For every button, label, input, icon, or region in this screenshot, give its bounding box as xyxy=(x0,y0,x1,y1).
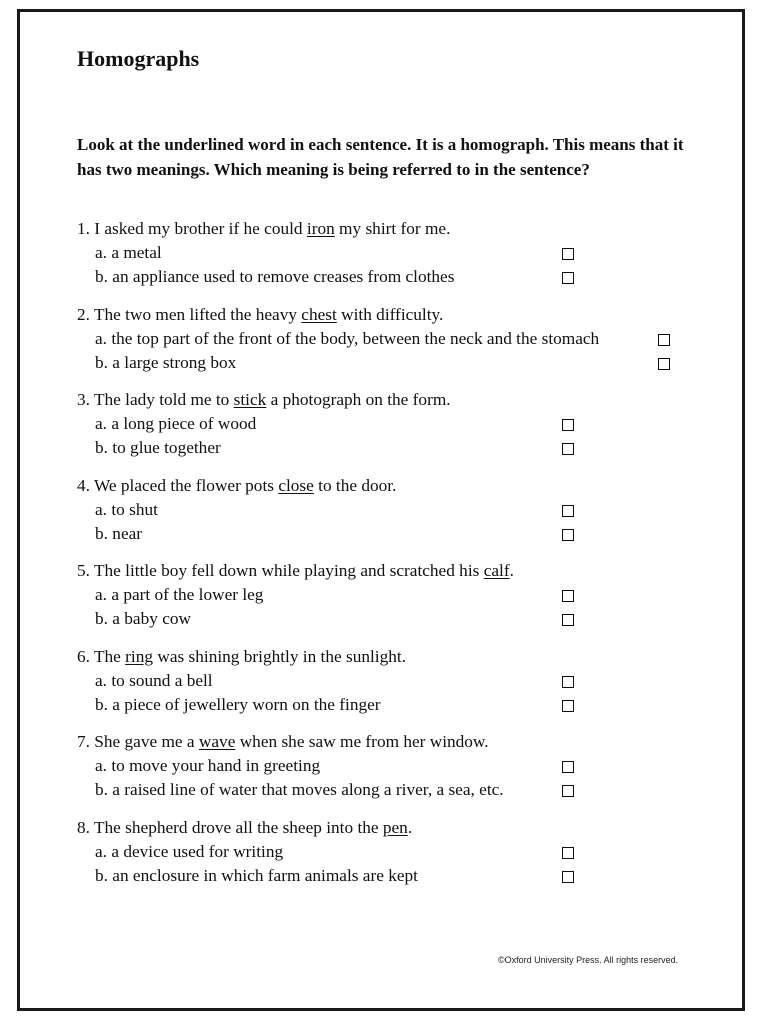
option-letter: b. xyxy=(95,352,108,372)
sentence-text: The xyxy=(93,646,126,666)
question-8 xyxy=(77,816,717,888)
option-a xyxy=(77,754,717,778)
option-letter: a. xyxy=(95,499,107,519)
sentence-text: my shirt for me. xyxy=(334,219,451,238)
homograph-word: stick xyxy=(233,390,267,409)
option-letter: a. xyxy=(95,585,107,604)
sentence-text: The lady told me to xyxy=(93,390,234,409)
option-checkbox[interactable] xyxy=(562,443,574,455)
question-number: 4. xyxy=(77,475,90,495)
option-b xyxy=(77,265,717,289)
option-letter: b. xyxy=(95,780,108,799)
option-text: to glue together xyxy=(112,438,221,457)
option-text: near xyxy=(112,523,143,543)
option-checkbox[interactable] xyxy=(562,761,574,773)
question-number: 3. xyxy=(77,390,90,409)
option-letter: a. xyxy=(95,756,107,775)
sentence-text: . xyxy=(407,817,413,837)
option-b xyxy=(77,607,717,631)
option-checkbox[interactable] xyxy=(562,590,574,602)
option-b xyxy=(77,351,717,375)
question-sentence xyxy=(77,303,717,327)
option-text: a large strong box xyxy=(112,352,237,372)
question-2 xyxy=(77,303,717,375)
homograph-word: ring xyxy=(125,646,154,666)
option-text: a raised line of water that moves along a river, a sea, etc. xyxy=(112,780,504,799)
option-text: an appliance used to remove creases from clothes xyxy=(112,267,455,286)
option-text: to move your hand in greeting xyxy=(111,756,321,775)
question-number: 7. xyxy=(77,732,90,751)
question-sentence xyxy=(77,645,717,669)
sentence-text: with difficulty. xyxy=(336,304,444,324)
option-b xyxy=(77,778,717,802)
option-letter: a. xyxy=(95,841,107,861)
option-checkbox[interactable] xyxy=(562,505,574,517)
option-a xyxy=(77,840,717,864)
option-text: a long piece of wood xyxy=(111,414,257,433)
question-number: 2. xyxy=(77,304,90,324)
sentence-text: The two men lifted the heavy xyxy=(93,304,302,324)
sentence-text: She gave me a xyxy=(94,732,199,751)
homograph-word: wave xyxy=(198,732,236,751)
option-a xyxy=(77,327,717,351)
option-a xyxy=(77,498,717,522)
option-text: a piece of jewellery worn on the finger xyxy=(112,694,381,714)
homograph-word: close xyxy=(278,475,314,495)
option-letter: b. xyxy=(95,694,108,714)
option-checkbox[interactable] xyxy=(658,334,670,346)
option-text: a part of the lower leg xyxy=(111,585,264,604)
copyright-footer: ©Oxford University Press. All rights reserved. xyxy=(498,955,679,965)
option-checkbox[interactable] xyxy=(562,847,574,859)
option-text: to shut xyxy=(111,499,158,519)
option-letter: b. xyxy=(95,865,108,885)
option-letter: b. xyxy=(95,267,108,286)
option-b xyxy=(77,436,717,460)
question-number: 5. xyxy=(77,561,90,580)
option-a xyxy=(77,583,717,607)
question-5 xyxy=(77,559,717,631)
sentence-text: I asked my brother if he could xyxy=(94,219,307,238)
option-checkbox[interactable] xyxy=(562,871,574,883)
question-sentence xyxy=(77,388,717,412)
instructions: Look at the underlined word in each sentence. It is a homograph. This means that it has two meanings. Which meaning is being referred to in the sentence? xyxy=(77,135,684,179)
option-letter: a. xyxy=(95,414,107,433)
option-checkbox[interactable] xyxy=(562,529,574,541)
sentence-text: The little boy fell down while playing and scratched his xyxy=(93,561,484,580)
homograph-word: iron xyxy=(306,219,335,238)
question-number: 8. xyxy=(77,817,90,837)
option-letter: b. xyxy=(95,609,108,628)
option-letter: b. xyxy=(95,438,108,457)
option-letter: a. xyxy=(95,243,107,262)
question-sentence xyxy=(77,559,717,583)
option-a xyxy=(77,241,717,265)
question-sentence xyxy=(77,730,717,754)
option-b xyxy=(77,522,717,546)
option-checkbox[interactable] xyxy=(658,358,670,370)
sentence-text: to the door. xyxy=(313,475,397,495)
sentence-text: The shepherd drove all the sheep into the xyxy=(93,817,383,837)
option-checkbox[interactable] xyxy=(562,614,574,626)
question-sentence xyxy=(77,217,717,241)
option-a xyxy=(77,412,717,436)
homograph-word: calf xyxy=(483,561,510,580)
question-7 xyxy=(77,730,717,802)
option-b xyxy=(77,864,717,888)
page-title: Homographs xyxy=(77,46,200,71)
sentence-text: a photograph on the form. xyxy=(266,390,451,409)
option-letter: a. xyxy=(95,328,107,348)
option-checkbox[interactable] xyxy=(562,248,574,260)
option-checkbox[interactable] xyxy=(562,419,574,431)
option-checkbox[interactable] xyxy=(562,676,574,688)
option-b xyxy=(77,693,717,717)
question-4 xyxy=(77,474,717,546)
sentence-text: when she saw me from her window. xyxy=(235,732,489,751)
question-number: 1. xyxy=(77,219,90,238)
homograph-word: chest xyxy=(301,304,337,324)
sentence-text: . xyxy=(509,561,514,580)
option-a xyxy=(77,669,717,693)
question-6 xyxy=(77,645,717,717)
option-text: a device used for writing xyxy=(111,841,284,861)
question-number: 6. xyxy=(77,646,90,666)
sentence-text: was shining brightly in the sunlight. xyxy=(153,646,406,666)
question-sentence xyxy=(77,816,717,840)
option-checkbox[interactable] xyxy=(562,785,574,797)
sentence-text: We placed the flower pots xyxy=(93,475,279,495)
option-letter: a. xyxy=(95,670,107,690)
question-3 xyxy=(77,388,717,460)
option-checkbox[interactable] xyxy=(562,272,574,284)
option-text: to sound a bell xyxy=(111,670,213,690)
option-letter: b. xyxy=(95,523,108,543)
question-1 xyxy=(77,217,717,289)
option-text: a metal xyxy=(111,243,162,262)
option-text: the top part of the front of the body, between the neck and the stomach xyxy=(111,328,600,348)
homograph-word: pen xyxy=(382,817,408,837)
option-text: a baby cow xyxy=(112,609,191,628)
option-checkbox[interactable] xyxy=(562,700,574,712)
question-list xyxy=(77,217,717,901)
question-sentence xyxy=(77,474,717,498)
option-text: an enclosure in which farm animals are kept xyxy=(112,865,418,885)
worksheet-page xyxy=(17,9,745,1011)
